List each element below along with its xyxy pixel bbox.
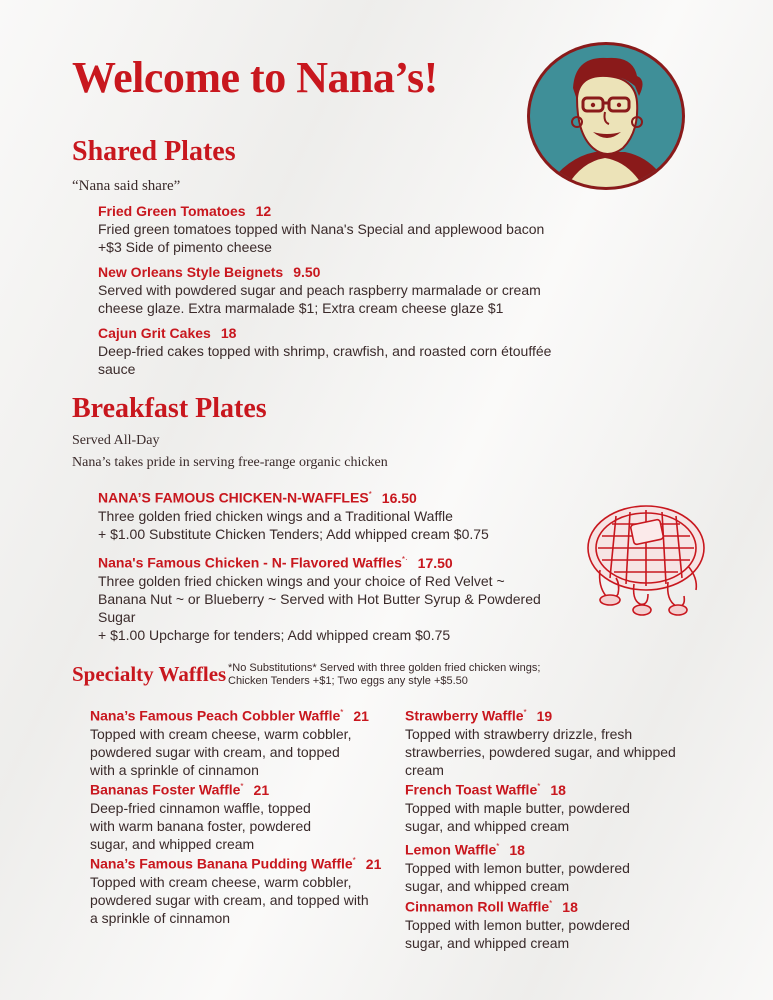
item-description: Topped with cream cheese, warm cobbler, [90, 873, 352, 890]
item-name: Strawberry Waffle* 19 [405, 707, 553, 724]
item-description: Three golden fried chicken wings and a Traditional Waffle [98, 507, 453, 524]
item-description: sugar, and whipped cream [405, 817, 570, 834]
menu-item [98, 486, 568, 543]
item-description: +$3 Side of pimento cheese [98, 239, 272, 255]
item-name: Nana’s Famous Peach Cobbler Waffle* 21 [90, 707, 369, 724]
item-description: sauce [98, 361, 136, 377]
menu-item [98, 324, 558, 378]
item-description: + $1.00 Substitute Chicken Tenders; Add whipped cream $0.75 [98, 525, 489, 542]
breakfast-chicken-note: Nana’s takes pride in serving free-range organic chicken [72, 455, 388, 470]
shared-plates-heading: Shared Plates [72, 136, 236, 167]
item-description: sugar, and whipped cream [405, 934, 570, 951]
menu-item [98, 202, 558, 256]
item-description: cheese glaze. Extra marmalade $1; Extra cream cheese glaze $1 [98, 300, 504, 316]
menu-item [90, 852, 395, 927]
item-description: with a sprinkle of cinnamon [90, 761, 259, 778]
item-description: with warm banana foster, powdered [90, 817, 312, 834]
breakfast-served-note: Served All-Day [72, 433, 160, 448]
item-description: cream [405, 761, 444, 778]
item-description: Sugar [98, 608, 136, 625]
item-description: Fried green tomatoes topped with Nana's Special and applewood bacon [98, 221, 545, 237]
item-name: NANA’S FAMOUS CHICKEN-N-WAFFLES* 16.50 [98, 489, 417, 506]
menu-item [405, 704, 705, 779]
item-description: Topped with maple butter, powdered [405, 799, 630, 816]
page-title: Welcome to Nana’s! [72, 53, 438, 102]
breakfast-plates-heading: Breakfast Plates [72, 393, 267, 424]
waffle-illustration-icon [580, 486, 712, 622]
menu-item [90, 778, 390, 853]
shared-plates-tagline: “Nana said share” [72, 178, 181, 194]
item-description: Banana Nut ~ or Blueberry ~ Served with Hot Butter Syrup & Powdered [98, 590, 541, 607]
menu-item [405, 778, 705, 835]
item-description: Topped with lemon butter, powdered [405, 859, 630, 876]
menu-item [405, 895, 705, 952]
item-name: Bananas Foster Waffle* 21 [90, 781, 270, 798]
menu-item [405, 838, 705, 895]
specialty-waffles-heading: Specialty Waffles [72, 662, 227, 686]
nana-portrait-icon [525, 40, 687, 192]
item-description: a sprinkle of cinnamon [90, 909, 231, 926]
item-description: powdered sugar with cream, and topped [90, 743, 340, 760]
item-description: Deep-fried cakes topped with shrimp, crawfish, and roasted corn étouffée [98, 343, 552, 359]
item-description: Topped with strawberry drizzle, fresh [405, 725, 633, 742]
item-name: Lemon Waffle* 18 [405, 841, 525, 858]
item-name: Nana’s Famous Banana Pudding Waffle* 21 [90, 855, 382, 872]
item-name: New Orleans Style Beignets 9.50 [98, 264, 321, 280]
item-description: Served with powdered sugar and peach raspberry marmalade or cream [98, 282, 541, 298]
item-name: Nana's Famous Chicken - N- Flavored Waffles*· 17.50 [98, 554, 453, 571]
item-description: + $1.00 Upcharge for tenders; Add whipped cream $0.75 [98, 626, 451, 643]
item-description: powdered sugar with cream, and topped with [90, 891, 369, 908]
item-description: Topped with lemon butter, powdered [405, 916, 630, 933]
item-name: French Toast Waffle* 18 [405, 781, 566, 798]
specialty-note-line: *No Substitutions* Served with three golden fried chicken wings; [228, 662, 541, 674]
item-description: Three golden fried chicken wings and your choice of Red Velvet ~ [98, 572, 505, 589]
menu-item [98, 263, 558, 317]
item-name: Fried Green Tomatoes 12 [98, 203, 272, 219]
item-description: strawberries, powdered sugar, and whipped [405, 743, 676, 760]
menu-item [90, 704, 390, 779]
item-description: Deep-fried cinnamon waffle, topped [90, 799, 311, 816]
menu-item [98, 551, 568, 644]
item-name: Cajun Grit Cakes 18 [98, 325, 237, 341]
specialty-note-line: Chicken Tenders +$1; Two eggs any style +$5.50 [228, 675, 468, 687]
item-description: Topped with cream cheese, warm cobbler, [90, 725, 352, 742]
item-name: Cinnamon Roll Waffle* 18 [405, 898, 578, 915]
item-description: sugar, and whipped cream [90, 835, 255, 852]
item-description: sugar, and whipped cream [405, 877, 570, 894]
